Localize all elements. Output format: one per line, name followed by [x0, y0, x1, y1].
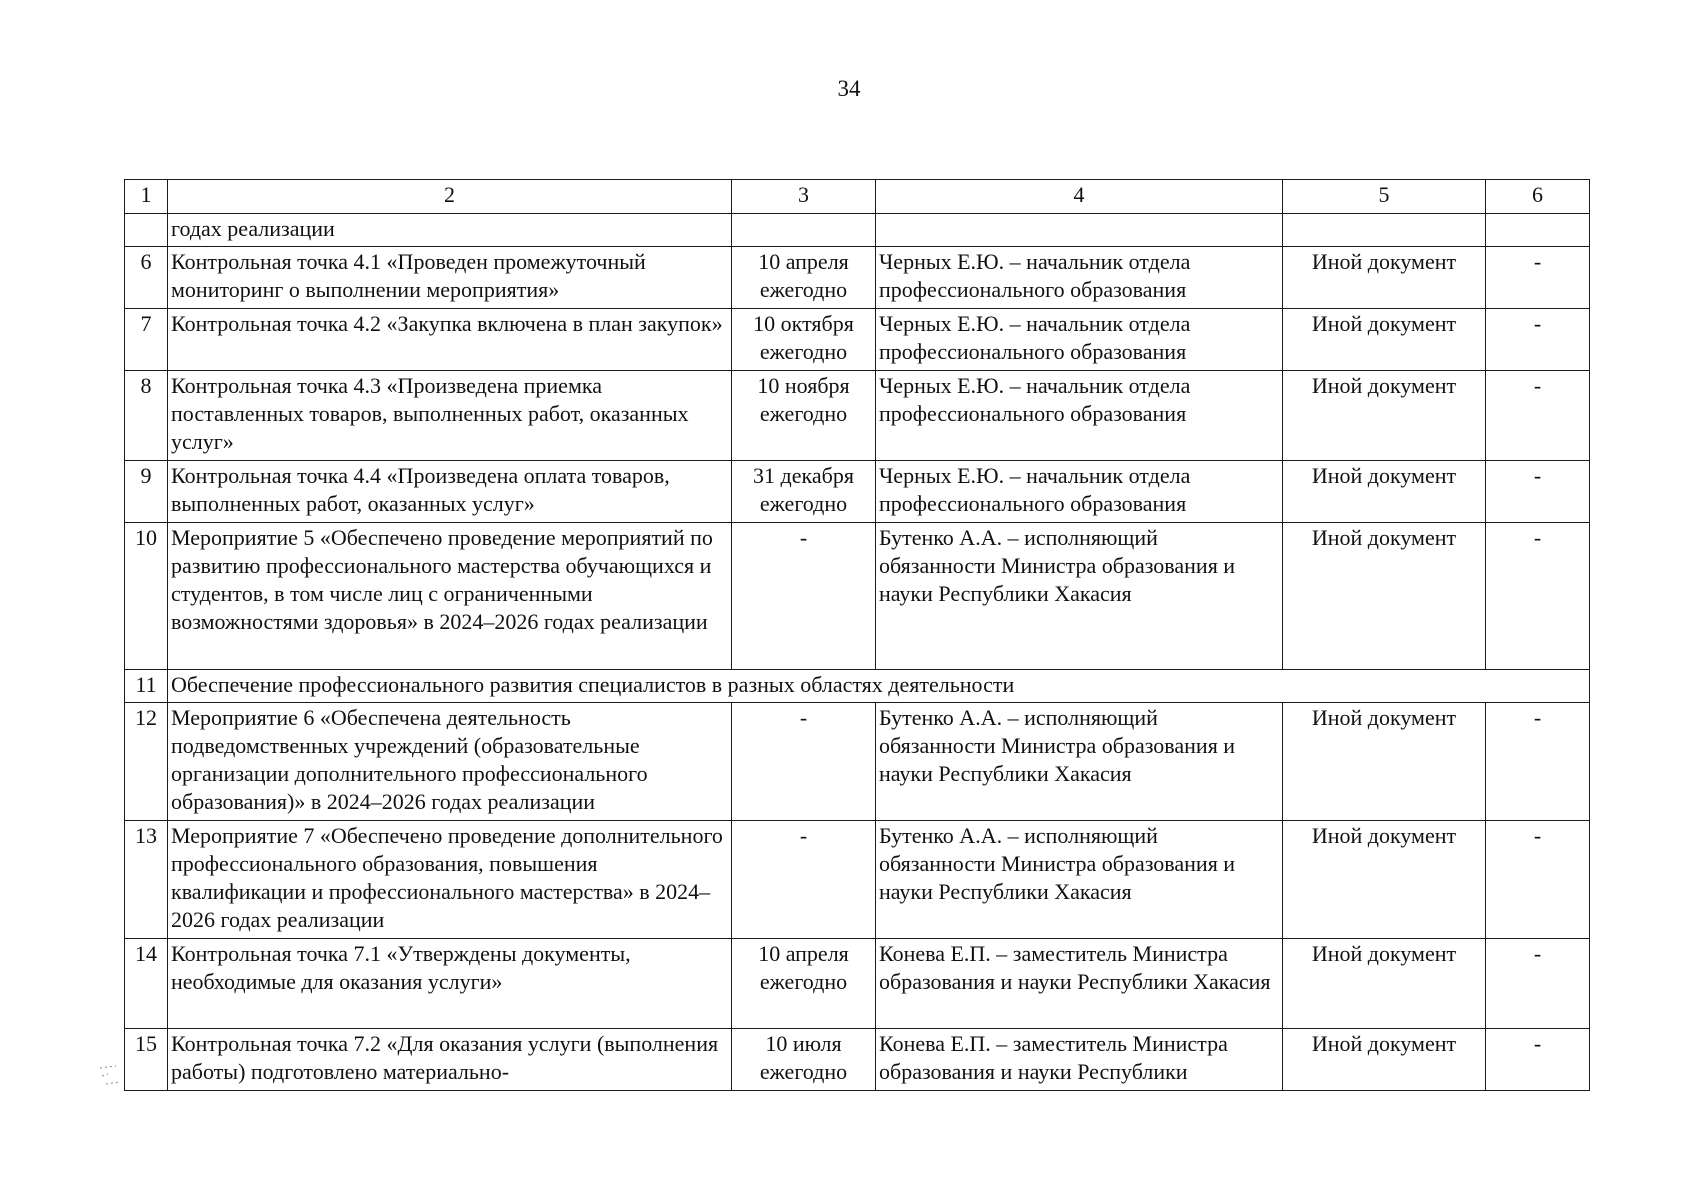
row-number-cell: 11	[125, 670, 168, 703]
row-number-cell: 6	[125, 247, 168, 309]
responsible-cell: Бутенко А.А. – исполняющий обязанности Министра образования и науки Республики Хакасия	[876, 821, 1283, 939]
row-number-cell: 14	[125, 939, 168, 1029]
responsible-cell: Бутенко А.А. – исполняющий обязанности Министра образования и науки Республики Хакасия	[876, 703, 1283, 821]
responsible-cell: Черных Е.Ю. – начальник отдела профессионального образования	[876, 461, 1283, 523]
section-title-cell: Обеспечение профессионального развития специалистов в разных областях деятельности	[168, 670, 1590, 703]
table-row	[125, 821, 1590, 939]
deadline-cell: -	[732, 523, 876, 670]
row-number-cell: 9	[125, 461, 168, 523]
deadline-cell: 10 апреля ежегодно	[732, 939, 876, 1029]
deadline-cell	[732, 214, 876, 247]
column-number-header: 6	[1486, 180, 1590, 214]
extra-cell	[1486, 214, 1590, 247]
responsible-cell: Конева Е.П. – заместитель Министра образования и науки Республики Хакасия	[876, 939, 1283, 1029]
table-row	[125, 523, 1590, 670]
deadline-cell: -	[732, 703, 876, 821]
event-name-cell: Контрольная точка 7.1 «Утверждены документы, необходимые для оказания услуги»	[168, 939, 732, 1029]
document-type-cell: Иной документ	[1283, 523, 1486, 670]
responsible-cell: Конева Е.П. – заместитель Министра образования и науки Республики	[876, 1029, 1283, 1091]
extra-cell: -	[1486, 309, 1590, 371]
responsible-cell: Бутенко А.А. – исполняющий обязанности Министра образования и науки Республики Хакасия	[876, 523, 1283, 670]
table-row	[125, 247, 1590, 309]
row-number-cell: 8	[125, 371, 168, 461]
extra-cell: -	[1486, 371, 1590, 461]
event-name-cell: годах реализации	[168, 214, 732, 247]
deadline-cell: 10 апреля ежегодно	[732, 247, 876, 309]
table-row-continuation	[125, 214, 1590, 247]
event-name-cell: Мероприятие 5 «Обеспечено проведение мероприятий по развитию профессионального мастерства обучающихся и студентов, в том числе лиц с ограниченными возможностями здоровья» в 2024–2026 годах реализации	[168, 523, 732, 670]
row-number-cell: 7	[125, 309, 168, 371]
document-type-cell: Иной документ	[1283, 1029, 1486, 1091]
document-type-cell: Иной документ	[1283, 703, 1486, 821]
deadline-cell: -	[732, 821, 876, 939]
table-row	[125, 461, 1590, 523]
event-name-cell: Контрольная точка 4.4 «Произведена оплата товаров, выполненных работ, оказанных услуг»	[168, 461, 732, 523]
table-row	[125, 703, 1590, 821]
event-name-cell: Контрольная точка 4.1 «Проведен промежуточный мониторинг о выполнении мероприятия»	[168, 247, 732, 309]
row-number-cell: 13	[125, 821, 168, 939]
extra-cell: -	[1486, 247, 1590, 309]
scan-artifact-mark	[98, 1062, 158, 1102]
extra-cell: -	[1486, 461, 1590, 523]
document-type-cell	[1283, 214, 1486, 247]
event-name-cell: Контрольная точка 4.3 «Произведена приемка поставленных товаров, выполненных работ, оказанных услуг»	[168, 371, 732, 461]
extra-cell: -	[1486, 821, 1590, 939]
deadline-cell: 10 октября ежегодно	[732, 309, 876, 371]
column-number-header: 4	[876, 180, 1283, 214]
page-number: 34	[837, 76, 861, 101]
extra-cell: -	[1486, 1029, 1590, 1091]
table-row	[125, 939, 1590, 1029]
deadline-cell: 10 июля ежегодно	[732, 1029, 876, 1091]
table-row	[125, 371, 1590, 461]
event-name-cell: Мероприятие 6 «Обеспечена деятельность подведомственных учреждений (образовательные организации дополнительного профессионального образования)» в 2024–2026 годах реализации	[168, 703, 732, 821]
event-name-cell: Мероприятие 7 «Обеспечено проведение дополнительного профессионального образования, повышения квалификации и профессионального мастерства» в 2024–2026 годах реализации	[168, 821, 732, 939]
document-type-cell: Иной документ	[1283, 939, 1486, 1029]
control-points-table	[124, 179, 1590, 1091]
row-number-cell: 10	[125, 523, 168, 670]
document-type-cell: Иной документ	[1283, 461, 1486, 523]
table-row	[125, 309, 1590, 371]
deadline-cell: 10 ноября ежегодно	[732, 371, 876, 461]
column-number-header: 2	[168, 180, 732, 214]
column-number-header: 1	[125, 180, 168, 214]
document-type-cell: Иной документ	[1283, 821, 1486, 939]
extra-cell: -	[1486, 939, 1590, 1029]
table-row	[125, 1029, 1590, 1091]
column-number-header: 5	[1283, 180, 1486, 214]
responsible-cell	[876, 214, 1283, 247]
row-number-cell: 12	[125, 703, 168, 821]
deadline-cell: 31 декабря ежегодно	[732, 461, 876, 523]
responsible-cell: Черных Е.Ю. – начальник отдела профессионального образования	[876, 309, 1283, 371]
event-name-cell: Контрольная точка 4.2 «Закупка включена в план закупок»	[168, 309, 732, 371]
row-number-cell: 15	[125, 1029, 168, 1091]
table-header-row	[125, 180, 1590, 214]
event-name-cell: Контрольная точка 7.2 «Для оказания услуги (выполнения работы) подготовлено материально-	[168, 1029, 732, 1091]
extra-cell: -	[1486, 523, 1590, 670]
extra-cell: -	[1486, 703, 1590, 821]
column-number-header: 3	[732, 180, 876, 214]
row-number-cell	[125, 214, 168, 247]
document-type-cell: Иной документ	[1283, 247, 1486, 309]
section-row	[125, 670, 1590, 703]
document-type-cell: Иной документ	[1283, 371, 1486, 461]
responsible-cell: Черных Е.Ю. – начальник отдела профессионального образования	[876, 371, 1283, 461]
document-type-cell: Иной документ	[1283, 309, 1486, 371]
responsible-cell: Черных Е.Ю. – начальник отдела профессионального образования	[876, 247, 1283, 309]
